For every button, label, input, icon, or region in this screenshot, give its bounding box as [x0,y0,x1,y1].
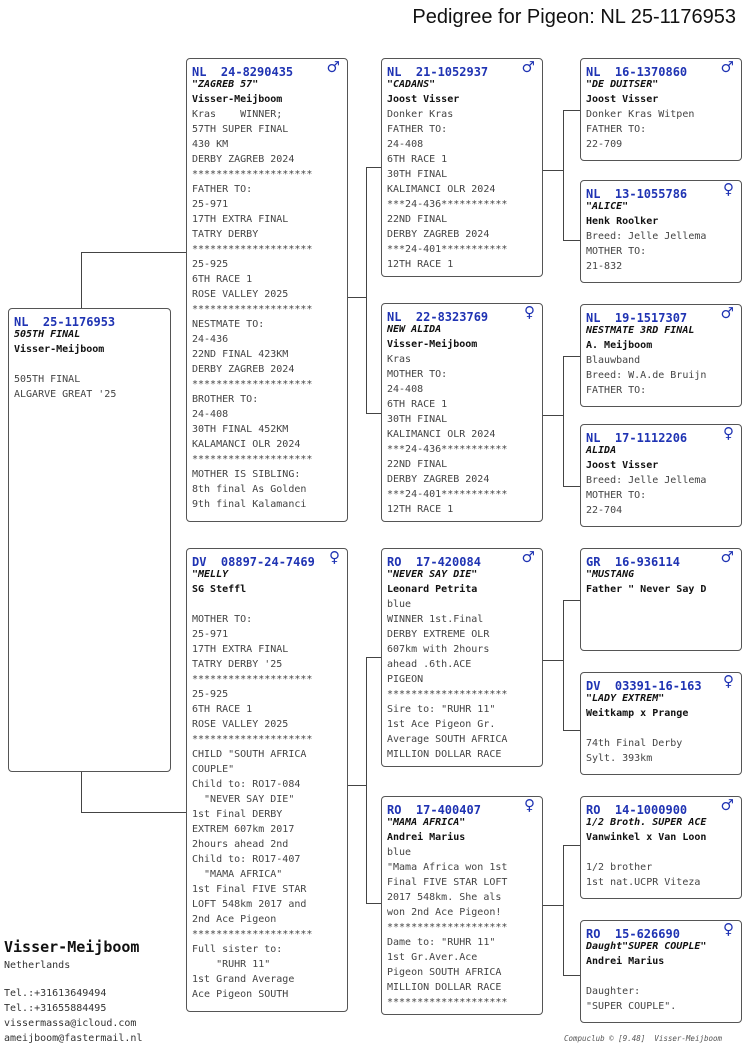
pigeon-card-dam-dam[interactable] [381,796,543,1015]
note-line: 1/2 brother [586,862,653,873]
note-line: MOTHER IS SIBLING: [192,469,301,480]
note-line: Breed: Jelle Jellema [586,231,707,242]
note-line: MOTHER TO: [192,614,253,625]
pigeon-owner: Joost Visser [586,94,659,105]
note-line: 17TH EXTRA FINAL [192,644,289,655]
note-line: 6TH RACE 1 [192,704,253,715]
note-line: 25-971 [192,199,229,210]
note-line: "NEVER SAY DIE" [192,794,295,805]
pigeon-card-dam-dam-sire[interactable] [580,796,742,899]
note-line: Kras [387,354,412,365]
ring-number: NL 17-1112206 [586,431,688,445]
breeder-email-2[interactable]: ameijboom@fastermail.nl [4,1033,143,1044]
note-line: Final FIVE STAR LOFT [387,877,508,888]
connector [563,356,581,357]
note-line: 6TH RACE 1 [387,154,448,165]
pigeon-card-dam-sire[interactable] [381,548,543,767]
connector [366,657,367,904]
card-header [586,304,736,325]
note-line: ******************** [192,244,313,255]
note-line: ******************** [387,922,508,933]
ring-number: DV 08897-24-7469 [192,555,315,569]
pigeon-notes [586,107,736,152]
pigeon-notes [387,597,537,762]
male-symbol-icon: ♂ [521,548,535,566]
ring-number: NL 19-1517307 [586,311,688,325]
card-header [387,303,537,324]
pigeon-name: "MAMA AFRICA" [387,817,466,828]
note-line: FATHER TO: [192,184,253,195]
pigeon-name: 1/2 Broth. SUPER ACE [586,817,707,828]
note-line: 25-971 [192,629,229,640]
note-line: 22-704 [586,505,623,516]
breeder-name: Visser-Meijboom [4,938,140,956]
pigeon-card-sire-sire-dam[interactable] [580,180,742,283]
note-line: ******************** [192,674,313,685]
note-line: WINNER 1st.Final [387,614,484,625]
pigeon-name: 505TH FINAL [14,329,81,340]
ring-number: RO 17-400407 [387,803,481,817]
male-symbol-icon: ♂ [720,304,734,322]
pigeon-name: "CADANS" [387,79,436,90]
female-symbol-icon: ♀ [723,920,734,938]
note-line: MOTHER TO: [387,369,448,380]
connector [348,785,366,786]
note-line: "RUHR 11" [192,959,271,970]
note-line: 505TH FINAL [14,374,81,385]
note-line: TATRY DERBY '25 [192,659,283,670]
connector [81,252,187,253]
note-line: ROSE VALLEY 2025 [192,719,289,730]
connector [563,110,564,240]
note-line: KALAMANCI OLR 2024 [192,439,301,450]
pigeon-notes [192,597,342,1002]
note-line: 430 KM [192,139,229,150]
note-line: Child to: RO17-084 [192,779,301,790]
note-line: 25-925 [192,259,229,270]
connector [563,730,581,731]
female-symbol-icon: ♀ [723,424,734,442]
female-symbol-icon: ♀ [329,548,340,566]
note-line: ******************** [192,169,313,180]
note-line: MILLION DOLLAR RACE [387,982,502,993]
pigeon-owner: Vanwinkel x Van Loon [586,832,707,843]
ring-number: NL 21-1052937 [387,65,489,79]
connector [81,252,82,310]
note-line: Average SOUTH AFRICA [387,734,508,745]
note-line: 30TH FINAL [387,414,448,425]
note-line: 12TH RACE 1 [387,504,454,515]
pigeon-name: NEW ALIDA [387,324,442,335]
ring-number: NL 25-1176953 [14,315,116,329]
pigeon-name: ALIDA [586,445,617,456]
note-line [192,597,342,612]
pigeon-owner: SG Steffl [192,584,247,595]
note-line [586,845,736,860]
note-line: ALGARVE GREAT '25 [14,389,117,400]
note-line: COUPLE" [192,764,235,775]
note-line: 1st Final FIVE STAR [192,884,307,895]
pigeon-notes [586,353,736,398]
pigeon-card-sire-dam[interactable] [381,303,543,522]
connector [543,170,563,171]
female-symbol-icon: ♀ [723,180,734,198]
connector [366,413,382,414]
male-symbol-icon: ♂ [521,58,535,76]
card-header [586,424,736,445]
card-header [586,672,736,693]
note-line: 30TH FINAL [387,169,448,180]
note-line: Dame to: "RUHR 11" [387,937,496,948]
pigeon-card-dam-dam-dam[interactable] [580,920,742,1023]
note-line: 22ND FINAL [387,214,448,225]
note-line: 24-436 [192,334,229,345]
pigeon-name: "ZAGREB 57" [192,79,259,90]
connector [366,167,367,414]
pigeon-notes [586,969,736,1014]
pigeon-card-sire-sire[interactable] [381,58,543,277]
note-line: MOTHER TO: [586,490,647,501]
note-line: Child to: RO17-407 [192,854,301,865]
connector [366,657,382,658]
card-header [586,548,736,569]
software-credit: Compuclub © [9.48] Visser-Meijboom [564,1034,723,1043]
pigeon-owner: Joost Visser [387,94,460,105]
pigeon-name: "LADY EXTREM" [586,693,665,704]
note-line: blue [387,599,412,610]
note-line: blue [387,847,412,858]
card-header [586,796,736,817]
ring-number: NL 22-8323769 [387,310,489,324]
card-header [14,311,165,329]
ring-number: RO 15-626690 [586,927,680,941]
note-line: 607km with 2hours [387,644,490,655]
card-header [387,58,537,79]
note-line: ******************** [387,997,508,1008]
note-line: "Mama Africa won 1st [387,862,508,873]
note-line: TATRY DERBY [192,229,259,240]
female-symbol-icon: ♀ [524,796,535,814]
note-line: BROTHER TO: [192,394,259,405]
note-line: 25-925 [192,689,229,700]
ring-number: RO 14-1000900 [586,803,688,817]
note-line: 22-709 [586,139,623,150]
note-line: Breed: Jelle Jellema [586,475,707,486]
pigeon-owner: Leonard Petrita [387,584,478,595]
note-line: ******************** [192,304,313,315]
card-header [586,180,736,201]
note-line: ******************** [192,734,313,745]
page-title: Pedigree for Pigeon: NL 25-1176953 [412,6,736,28]
note-line: 1st nat.UCPR Viteza [586,877,701,888]
note-line: CHILD "SOUTH AFRICA [192,749,307,760]
pigeon-name: NESTMATE 3RD FINAL [586,325,695,336]
pigeon-notes [387,845,537,1010]
pigeon-card-dam-sire-dam[interactable] [580,672,742,775]
note-line: 2hours ahead 2nd [192,839,289,850]
female-symbol-icon: ♀ [524,303,535,321]
card-header [586,920,736,941]
pigeon-notes [192,107,342,512]
card-header [586,58,736,79]
connector [543,415,563,416]
note-line: DERBY ZAGREB 2024 [192,154,295,165]
note-line: 24-408 [387,384,424,395]
pigeon-notes [14,357,165,402]
note-line: 2nd Ace Pigeon [192,914,277,925]
note-line: 17TH EXTRA FINAL [192,214,289,225]
note-line: "MAMA AFRICA" [192,869,283,880]
note-line: ***24-436*********** [387,444,508,455]
note-line: ahead .6th.ACE [387,659,472,670]
pigeon-notes [387,352,537,517]
pigeon-card-sire-dam-sire[interactable] [580,304,742,407]
pigeon-owner: A. Meijboom [586,340,653,351]
note-line: FATHER TO: [586,385,647,396]
connector [348,297,366,298]
note-line: 22ND FINAL [387,459,448,470]
pigeon-owner: Father " Never Say D [586,584,707,595]
pigeon-name: "DE DUITSER" [586,79,659,90]
ring-number: GR 16-936114 [586,555,680,569]
card-header [192,58,342,79]
connector [563,110,581,111]
note-line: Donker Kras [387,109,454,120]
ring-number: RO 17-420084 [387,555,481,569]
pigeon-name: "ALICE" [586,201,629,212]
pigeon-card-subject[interactable] [8,308,171,772]
note-line: Full sister to: [192,944,283,955]
note-line: Ace Pigeon SOUTH [192,989,289,1000]
note-line: MOTHER TO: [586,246,647,257]
connector [563,845,564,975]
breeder-phone-1: Tel.:+31613649494 [4,988,107,999]
connector [543,905,563,906]
note-line: ******************** [192,379,313,390]
note-line: Pigeon SOUTH AFRICA [387,967,502,978]
connector [366,167,382,168]
pigeon-owner: Weitkamp x Prange [586,708,689,719]
connector [543,660,563,661]
note-line: Sire to: "RUHR 11" [387,704,496,715]
connector [81,812,187,813]
pigeon-card-sire-sire-sire[interactable] [580,58,742,161]
male-symbol-icon: ♂ [720,58,734,76]
breeder-phone-2: Tel.:+31655884495 [4,1003,107,1014]
female-symbol-icon: ♀ [723,672,734,690]
connector [563,240,581,241]
note-line: FATHER TO: [387,124,448,135]
note-line: 57TH SUPER FINAL [192,124,289,135]
pigeon-owner: Joost Visser [586,460,659,471]
note-line [586,969,736,984]
note-line: ***24-401*********** [387,244,508,255]
note-line: ROSE VALLEY 2025 [192,289,289,300]
note-line: 24-408 [192,409,229,420]
note-line: KALIMANCI OLR 2024 [387,429,496,440]
note-line: Breed: W.A.de Bruijn [586,370,707,381]
note-line: won 2nd Ace Pigeon! [387,907,502,918]
ring-number: DV 03391-16-163 [586,679,702,693]
card-header [387,796,537,817]
note-line: ***24-436*********** [387,199,508,210]
connector [81,772,82,812]
pigeon-notes [586,473,736,518]
card-header [387,548,537,569]
connector [563,975,581,976]
breeder-country: Netherlands [4,960,71,971]
pigeon-owner: Andrei Marius [586,956,665,967]
connector [563,486,581,487]
pigeon-card-dam[interactable] [186,548,348,1012]
note-line: 6TH RACE 1 [387,399,448,410]
pigeon-name: "MUSTANG [586,569,635,580]
pigeon-name: "MELLY [192,569,229,580]
pigeon-card-sire-dam-dam[interactable] [580,424,742,527]
male-symbol-icon: ♂ [720,548,734,566]
note-line: DERBY ZAGREB 2024 [387,474,490,485]
note-line: 9th final Kalamanci [192,499,307,510]
male-symbol-icon: ♂ [326,58,340,76]
note-line: KALIMANCI OLR 2024 [387,184,496,195]
note-line: PIGEON [387,674,424,685]
pigeon-owner: Visser-Meijboom [192,94,283,105]
note-line: 74th Final Derby [586,738,683,749]
note-line: 12TH RACE 1 [387,259,454,270]
note-line: 1st Final DERBY [192,809,283,820]
note-line [14,357,165,372]
note-line: 2017 548km. She als [387,892,502,903]
note-line: 21-832 [586,261,623,272]
pigeon-name: Daught"SUPER COUPLE" [586,941,707,952]
pigeon-notes [586,721,736,766]
pigeon-card-dam-sire-sire[interactable] [580,548,742,651]
connector [366,903,382,904]
note-line: ******************** [192,454,313,465]
note-line: DERBY EXTREME OLR [387,629,490,640]
card-header [192,548,342,569]
note-line: 24-408 [387,139,424,150]
note-line: ***24-401*********** [387,489,508,500]
note-line: 1st Ace Pigeon Gr. [387,719,496,730]
connector [563,845,581,846]
note-line: 8th final As Golden [192,484,307,495]
pigeon-card-sire[interactable] [186,58,348,522]
pigeon-owner: Visser-Meijboom [14,344,105,355]
pigeon-owner: Andrei Marius [387,832,466,843]
pigeon-notes [586,229,736,274]
breeder-email-1[interactable]: vissermassa@icloud.com [4,1018,137,1029]
note-line: DERBY ZAGREB 2024 [387,229,490,240]
note-line: ******************** [192,929,313,940]
note-line: Daughter: [586,986,641,997]
note-line: 1st Grand Average [192,974,295,985]
note-line: DERBY ZAGREB 2024 [192,364,295,375]
note-line: 22ND FINAL 423KM [192,349,289,360]
connector [563,600,564,730]
note-line [586,721,736,736]
note-line: EXTREM 607km 2017 [192,824,295,835]
pigeon-notes [586,845,736,890]
pigeon-owner: Henk Roolker [586,216,659,227]
note-line: Blauwband [586,355,641,366]
note-line: Donker Kras Witpen [586,109,695,120]
note-line: 1st Gr.Aver.Ace [387,952,478,963]
pigeon-owner: Visser-Meijboom [387,339,478,350]
note-line: ******************** [387,689,508,700]
pigeon-notes [387,107,537,272]
ring-number: NL 16-1370860 [586,65,688,79]
note-line: NESTMATE TO: [192,319,265,330]
note-line: LOFT 548km 2017 and [192,899,307,910]
male-symbol-icon: ♂ [720,796,734,814]
connector [563,356,564,486]
note-line: 30TH FINAL 452KM [192,424,289,435]
note-line: 6TH RACE 1 [192,274,253,285]
note-line: FATHER TO: [586,124,647,135]
pigeon-name: "NEVER SAY DIE" [387,569,478,580]
note-line: Sylt. 393km [586,753,653,764]
ring-number: NL 13-1055786 [586,187,688,201]
note-line: Kras WINNER; [192,109,283,120]
connector [563,600,581,601]
note-line: MILLION DOLLAR RACE [387,749,502,760]
note-line: "SUPER COUPLE". [586,1001,677,1012]
ring-number: NL 24-8290435 [192,65,294,79]
